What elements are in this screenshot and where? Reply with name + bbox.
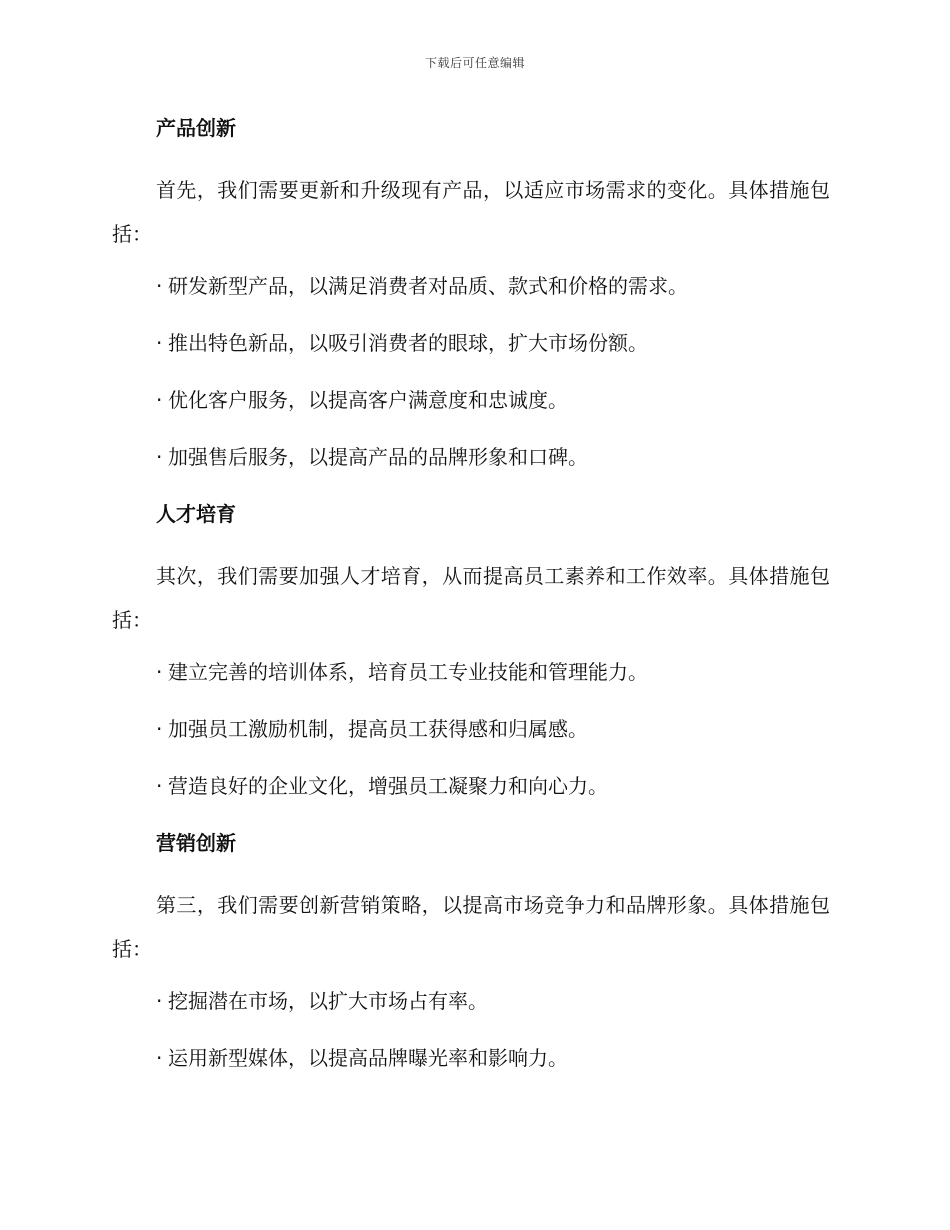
list-item (156, 656, 830, 688)
section-product-innovation (112, 112, 830, 473)
list-item (156, 270, 830, 302)
list-item-text: 挖掘潜在市场，以扩大市场占有率。 (168, 989, 488, 1013)
bullet-icon: · (156, 1046, 163, 1070)
list-item-text: 研发新型产品，以满足消费者对品质、款式和价格的需求。 (168, 274, 688, 298)
bullet-icon: · (156, 331, 163, 355)
bullet-icon: · (156, 717, 163, 741)
section-heading: 人才培育 (156, 502, 236, 526)
document-body (112, 112, 830, 1099)
list-item-text: 建立完善的培训体系，培育员工专业技能和管理能力。 (168, 660, 648, 684)
section-heading: 营销创新 (156, 831, 236, 855)
bullet-icon: · (156, 660, 163, 684)
section-heading: 产品创新 (156, 116, 236, 140)
list-item (156, 384, 830, 416)
list-item (156, 327, 830, 359)
list-item (156, 770, 830, 802)
section-intro: 第三，我们需要创新营销策略，以提高市场竞争力和品牌形象。具体措施包括： (112, 893, 830, 961)
bullet-icon: · (156, 774, 163, 798)
section-intro: 首先，我们需要更新和升级现有产品，以适应市场需求的变化。具体措施包括： (112, 178, 830, 246)
list-item-text: 运用新型媒体，以提高品牌曝光率和影响力。 (168, 1046, 568, 1070)
page-header: 下载后可任意编辑 (424, 56, 525, 70)
bullet-icon: · (156, 989, 163, 1013)
bullet-icon: · (156, 445, 163, 469)
list-item (156, 985, 830, 1017)
list-item-text: 营造良好的企业文化，增强员工凝聚力和向心力。 (168, 774, 608, 798)
section-talent-development (112, 498, 830, 802)
section-intro: 其次，我们需要加强人才培育，从而提高员工素养和工作效率。具体措施包括： (112, 564, 830, 632)
list-item (156, 1042, 830, 1074)
bullet-icon: · (156, 274, 163, 298)
bullet-icon: · (156, 388, 163, 412)
list-item-text: 推出特色新品，以吸引消费者的眼球，扩大市场份额。 (168, 331, 648, 355)
list-item-text: 加强员工激励机制，提高员工获得感和归属感。 (168, 717, 588, 741)
list-item (156, 713, 830, 745)
section-marketing-innovation (112, 827, 830, 1074)
list-item (156, 441, 830, 473)
list-item-text: 加强售后服务，以提高产品的品牌形象和口碑。 (168, 445, 588, 469)
list-item-text: 优化客户服务，以提高客户满意度和忠诚度。 (168, 388, 568, 412)
